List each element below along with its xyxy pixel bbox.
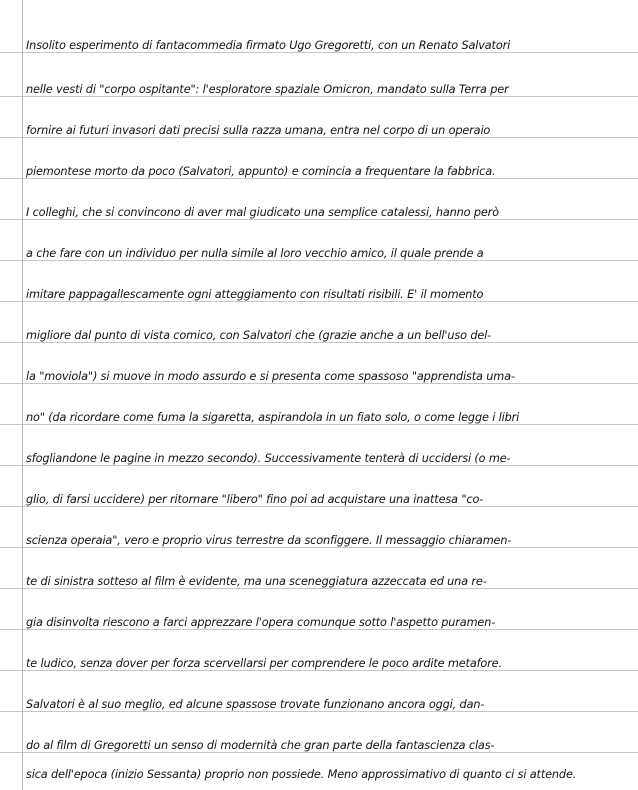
text-line: no" (da ricordare come fuma la sigaretta, aspirandola in un fiato solo, o come legge i libri — [26, 411, 520, 424]
text-line: imitare pappagallescamente ogni atteggiamento con risultati risibili. E' il momento — [26, 288, 484, 301]
text-line: I colleghi, che si convincono di aver mal giudicato una semplice catalessi, hanno però — [26, 206, 499, 219]
text-line: do al film di Gregoretti un senso di modernità che gran parte della fantascienza clas- — [26, 739, 495, 752]
text-line: nelle vesti di "corpo ospitante": l'esploratore spaziale Omicron, mandato sulla Terra per — [26, 83, 509, 96]
text-line: te ludico, senza dover per forza scervellarsi per comprendere le poco ardite metafore. — [26, 657, 502, 670]
text-line: fornire ai futuri invasori dati precisi sulla razza umana, entra nel corpo di un operaio — [26, 124, 491, 137]
text-line: la "moviola") si muove in modo assurdo e si presenta come spassoso "apprendista uma- — [26, 370, 515, 383]
text-line: glio, di farsi uccidere) per ritornare "libero" fino poi ad acquistare una inattesa "co- — [26, 493, 484, 506]
text-line: piemontese morto da poco (Salvatori, appunto) e comincia a frequentare la fabbrica. — [26, 165, 496, 178]
text-line: sica dell'epoca (inizio Sessanta) proprio non possiede. Meno approssimativo di quanto ci si attende. — [26, 768, 577, 781]
text-line: Salvatori è al suo meglio, ed alcune spassose trovate funzionano ancora oggi, dan- — [26, 698, 485, 711]
text-line: gia disinvolta riescono a farci apprezzare l'opera comunque sotto l'aspetto puramen- — [26, 616, 496, 629]
text-line: migliore dal punto di vista comico, con Salvatori che (grazie anche a un bell'uso del- — [26, 329, 492, 342]
text-line: scienza operaia", vero e proprio virus terrestre da sconfiggere. Il messaggio chiaramen- — [26, 534, 512, 547]
text-line: a che fare con un individuo per nulla simile al loro vecchio amico, il quale prende a — [26, 247, 484, 260]
text-line: sfogliandone le pagine in mezzo secondo). Successivamente tenterà di uccidersi (o me- — [26, 452, 511, 465]
text-line: Insolito esperimento di fantacommedia firmato Ugo Gregoretti, con un Renato Salvatori — [26, 39, 511, 52]
text-line: te di sinistra sotteso al film è evidente, ma una sceneggiatura azzeccata ed una re- — [26, 575, 487, 588]
